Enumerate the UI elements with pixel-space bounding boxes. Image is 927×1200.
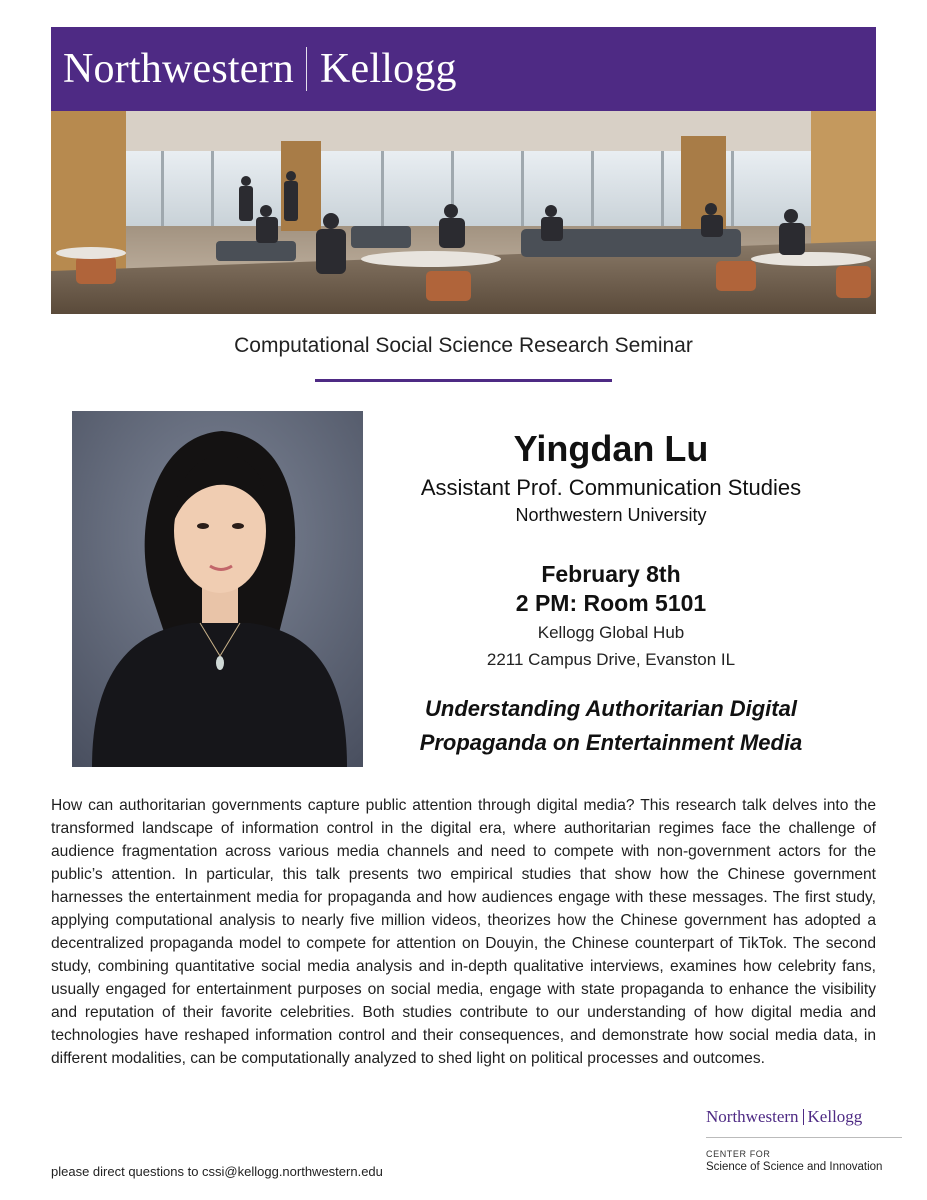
brand-divider: [306, 47, 307, 91]
footer-kellogg-logo: [706, 1107, 902, 1127]
seminar-series-title: Computational Social Science Research Seminar: [234, 334, 693, 357]
brand-kellogg: Kellogg: [320, 46, 457, 92]
speaker-role: Assistant Prof. Communication Studies: [420, 475, 802, 500]
event-venue: Kellogg Global Hub: [537, 623, 685, 642]
footer-logo-kellogg: Kellogg: [807, 1107, 863, 1126]
footer-logo-northwestern: Northwestern: [706, 1107, 799, 1126]
speaker-name: Yingdan Lu: [513, 428, 709, 469]
lounge-photo: [51, 111, 876, 314]
brand-northwestern: Northwestern: [63, 46, 295, 92]
center-for-label: CENTER FOR: [706, 1149, 771, 1159]
center-name: Science of Science and Innovation: [706, 1161, 883, 1173]
speaker-portrait: [72, 411, 363, 767]
event-address: 2211 Campus Drive, Evanston IL: [486, 650, 736, 669]
title-underline: [315, 379, 612, 382]
header-banner: [51, 27, 876, 111]
talk-title-line2: Propaganda on Entertainment Media: [419, 730, 803, 755]
event-time-room: 2 PM: Room 5101: [515, 590, 707, 616]
talk-abstract: How can authoritarian governments capture public attention through digital media? This research talk delves into the transformed landscape of information control in the digital era, where authoritarian regimes face the challenge of audience fragmentation across various media channels and need to compete with non-government actors for the public’s attention. In particular, this talk presents two empirical studies that show how the Chinese government harnesses the entertainment media for propaganda and how audiences engage with these messages. The first study, applying computational analysis to nearly five million videos, theorizes how the Chinese government has adopted a decentralized propaganda model to compete for attention on Douyin, the Chinese counterpart of TikTok. The second study, combining quantitative social media analysis and in-depth qualitative interviews, examines how celebrity fans, usually engaged for entertainment purposes on social media, engage with state propaganda to enhance the visibility and reputation of their favorite celebrities. Both studies contribute to our understanding of how digital media and technologies have reshaped information control and their consequences, and demonstrate how social media data, in different modalities, can be computationally analyzed to shed light on political processes and outcomes.: [51, 797, 876, 1067]
speaker-affiliation: Northwestern University: [515, 505, 707, 525]
footer-divider: [706, 1137, 902, 1138]
event-date: February 8th: [541, 561, 681, 587]
footer-logo-divider: [803, 1109, 804, 1125]
talk-title-line1: Understanding Authoritarian Digital: [425, 696, 797, 721]
contact-email-line[interactable]: please direct questions to cssi@kellogg.northwestern.edu: [51, 1164, 383, 1179]
talk-title: [380, 692, 842, 760]
